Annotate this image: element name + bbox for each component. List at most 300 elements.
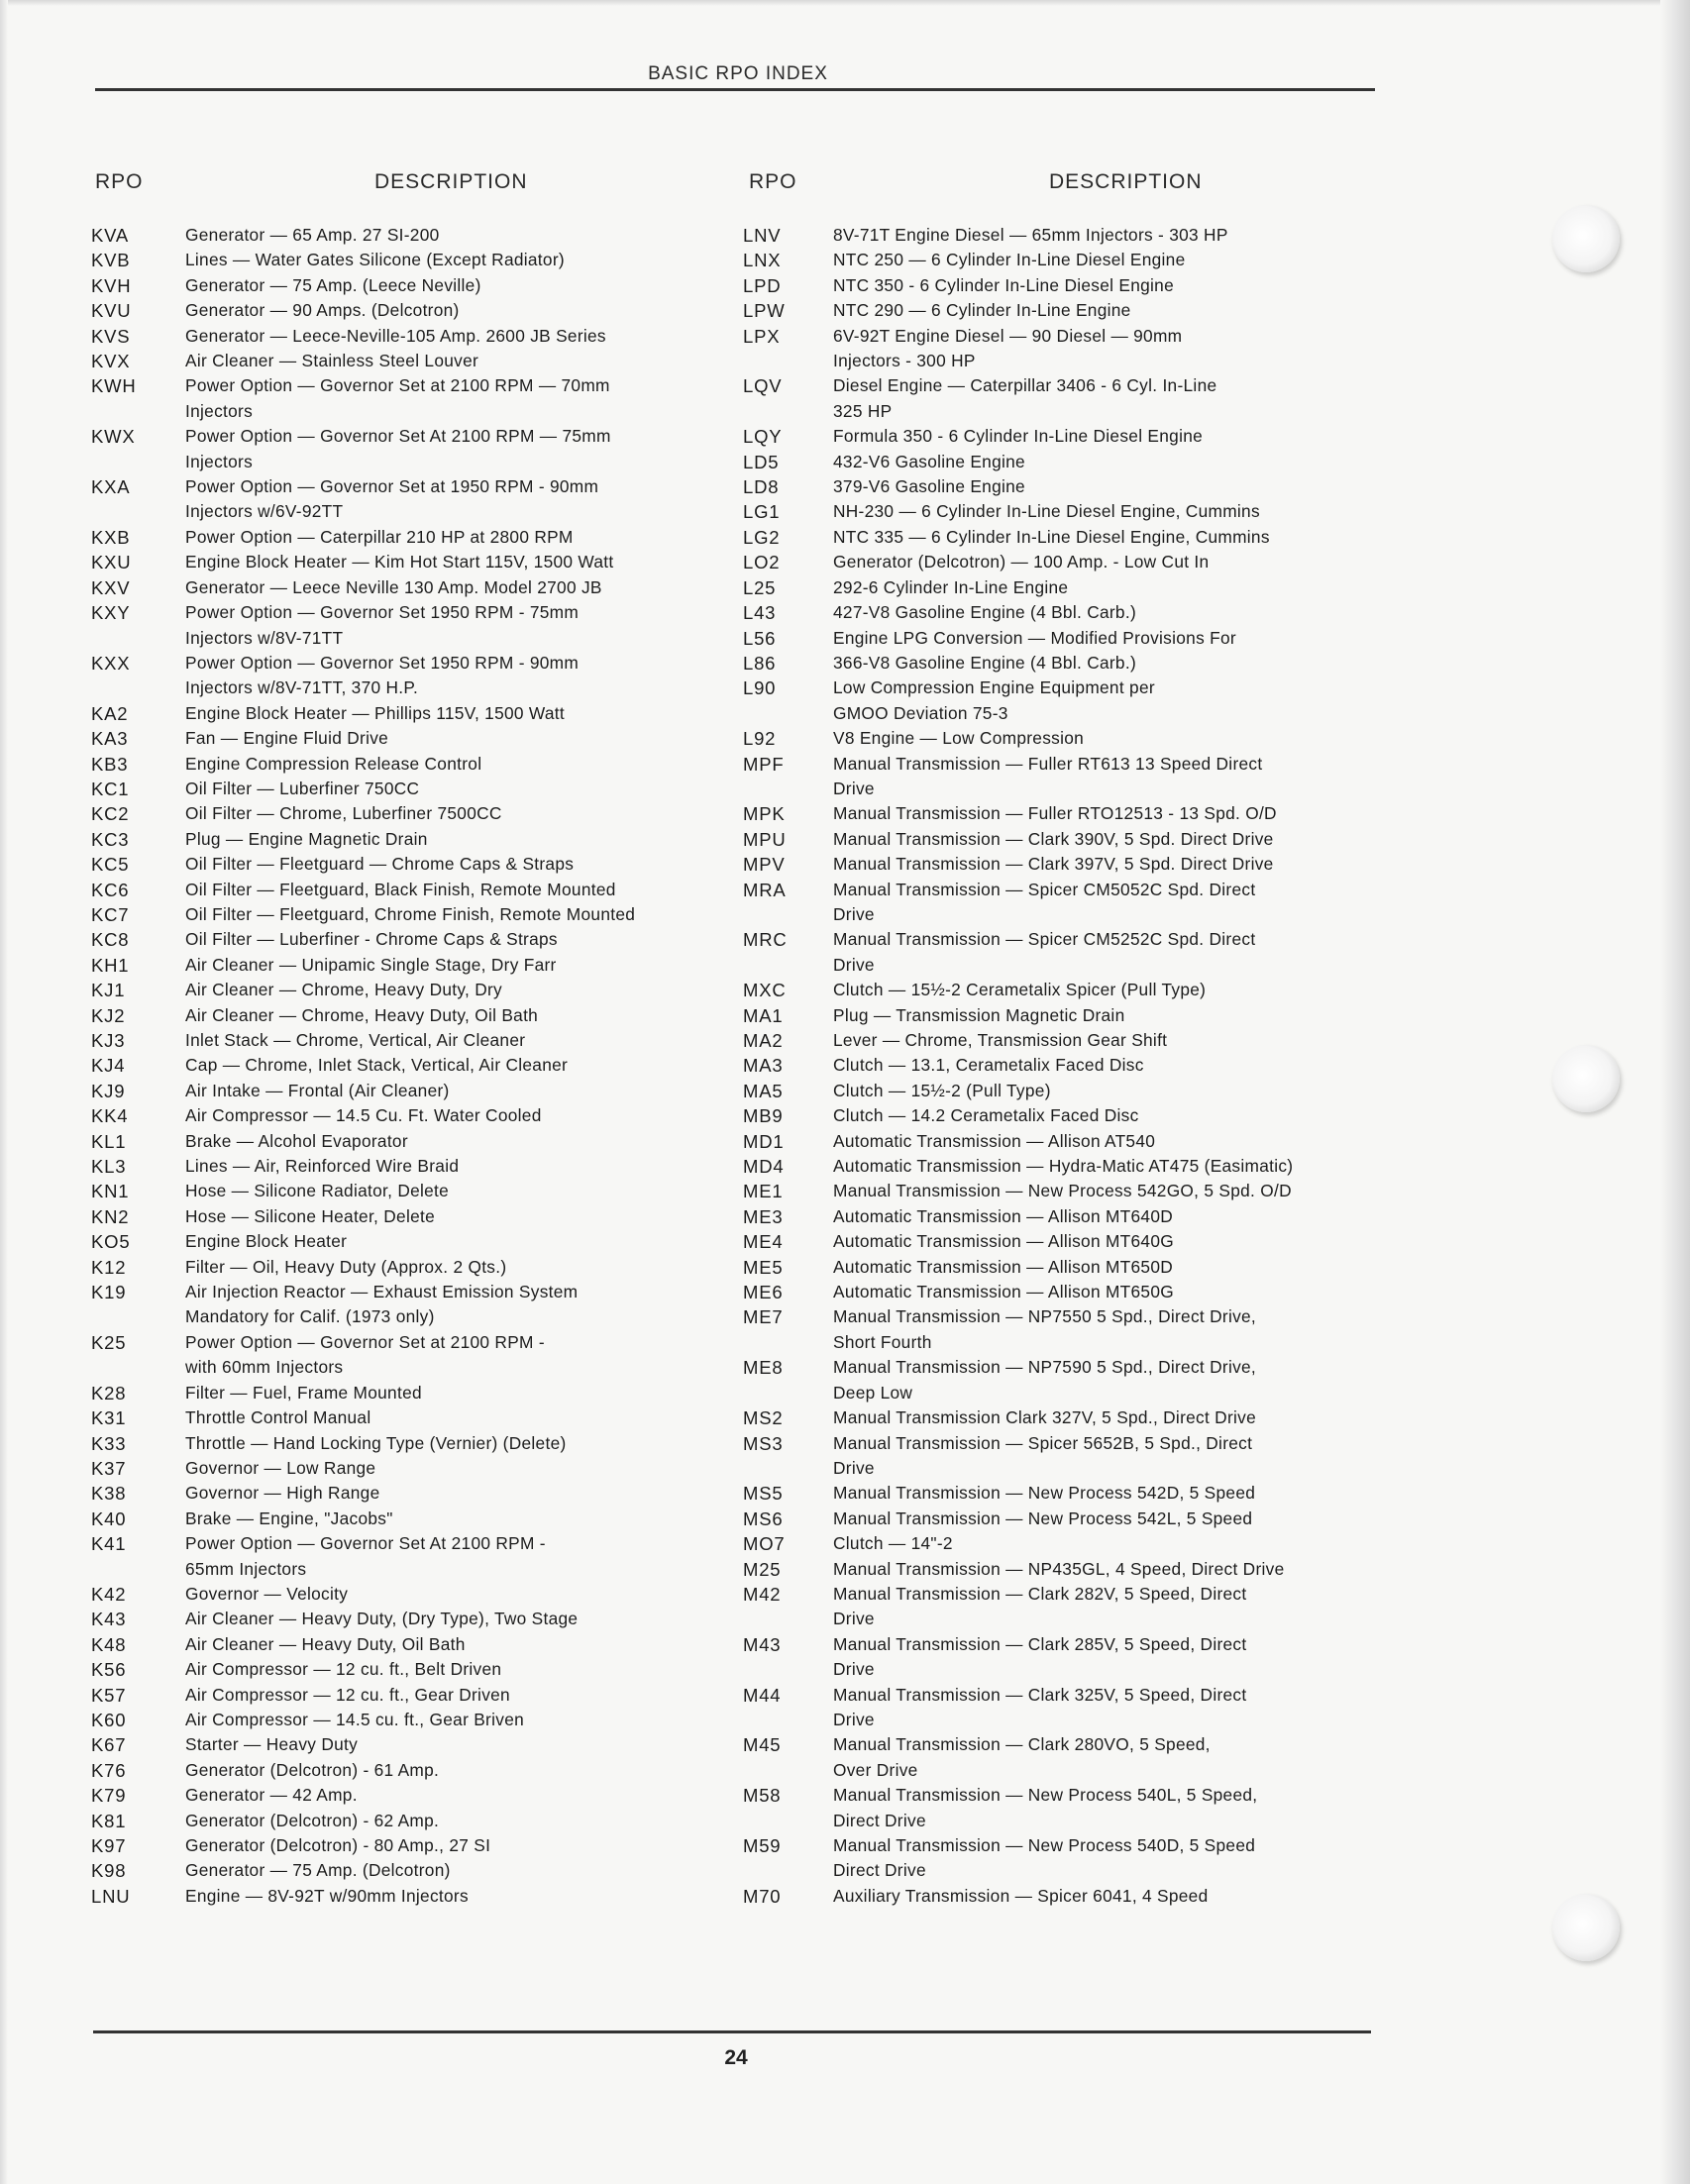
rpo-description: Manual Transmission — Clark 282V, 5 Speed, Direct [833, 1583, 1247, 1604]
rpo-code: KJ9 [91, 1080, 126, 1101]
rpo-description: Clutch — 15½-2 (Pull Type) [833, 1080, 1051, 1100]
rpo-code: K67 [91, 1734, 127, 1756]
rpo-description: Generator — 75 Amp. (Delcotron) [185, 1860, 451, 1881]
rpo-description: Clutch — 15½-2 Cerametalix Spicer (Pull Type) [833, 980, 1207, 1000]
rpo-description: Drive [833, 778, 875, 798]
rpo-code [743, 1858, 833, 1883]
index-row [91, 1783, 635, 1808]
rpo-code: LQY [743, 426, 783, 448]
rpo-code: K81 [91, 1810, 127, 1831]
rpo-code: ME3 [743, 1205, 784, 1227]
rpo-description: Generator — 90 Amps. (Delcotron) [185, 300, 460, 321]
rpo-code: LPD [743, 274, 782, 296]
rpo-description: Drive [833, 954, 875, 975]
rpo-description: Manual Transmission — New Process 542L, 5 Speed [833, 1508, 1253, 1528]
rpo-code: M59 [743, 1835, 782, 1856]
index-row [743, 1683, 1293, 1708]
rpo-description: Manual Transmission — Spicer 5652B, 5 Spd., Direct [833, 1432, 1253, 1453]
index-row [91, 752, 635, 777]
index-row [743, 1607, 1293, 1631]
rpo-description: Manual Transmission — New Process 542D, 5 Speed [833, 1483, 1256, 1504]
rpo-code: KWH [91, 375, 137, 397]
rpo-description: GMOO Deviation 75-3 [833, 702, 1008, 723]
rpo-code: K41 [91, 1533, 127, 1555]
index-row [91, 248, 635, 272]
rpo-description: Deep Low [833, 1382, 913, 1403]
index-row [91, 373, 635, 398]
index-row [91, 852, 635, 877]
rpo-description: Air Cleaner — Stainless Steel Louver [185, 351, 479, 371]
index-row [743, 1204, 1293, 1229]
rpo-description: Power Option — Caterpillar 210 HP at 2800 RPM [185, 526, 574, 547]
rpo-description: Generator — Leece Neville 130 Amp. Model 2700 JB [185, 576, 602, 597]
rpo-code: MA5 [743, 1080, 784, 1101]
rpo-description: Governor — Velocity [185, 1583, 349, 1604]
rpo-description: Manual Transmission — Clark 325V, 5 Speed, Direct [833, 1684, 1247, 1705]
left-rpo-header: RPO [95, 170, 144, 193]
index-row [743, 600, 1293, 625]
rpo-description: Generator (Delcotron) - 61 Amp. [185, 1759, 440, 1780]
binder-hole [1552, 1045, 1620, 1112]
index-row [91, 651, 635, 676]
rpo-description: Diesel Engine — Caterpillar 3406 - 6 Cyl. In-Line [833, 375, 1217, 396]
rpo-description: Manual Transmission — Clark 390V, 5 Spd. Direct Drive [833, 828, 1274, 849]
rpo-code: KL1 [91, 1130, 127, 1152]
rpo-code: MS5 [743, 1483, 784, 1505]
rpo-code: M44 [743, 1684, 782, 1706]
rpo-code: KXV [91, 576, 131, 598]
index-row [91, 1708, 635, 1732]
rpo-code: K56 [91, 1659, 127, 1681]
rpo-code: K98 [91, 1860, 127, 1882]
rpo-code: MS2 [743, 1407, 784, 1429]
rpo-code: KB3 [91, 753, 129, 775]
rpo-code: MA2 [743, 1030, 784, 1051]
index-row [91, 1557, 635, 1582]
rpo-description: Oil Filter — Fleetguard — Chrome Caps & Straps [185, 854, 575, 875]
index-row [743, 424, 1293, 449]
index-row [91, 1028, 635, 1053]
rpo-description: Air Compressor — 12 cu. ft., Gear Driven [185, 1684, 510, 1705]
index-row [743, 1582, 1293, 1607]
rpo-code: MD4 [743, 1156, 785, 1178]
index-row [91, 474, 635, 499]
index-row [91, 1355, 635, 1380]
rpo-description: Auxiliary Transmission — Spicer 6041, 4 Speed [833, 1885, 1209, 1906]
rpo-code [91, 399, 185, 424]
rpo-description: Manual Transmission Clark 327V, 5 Spd., Direct Drive [833, 1407, 1256, 1428]
rpo-description: Generator — Leece-Neville-105 Amp. 2600 JB Series [185, 325, 606, 346]
rpo-code [91, 1304, 185, 1329]
rpo-description: Manual Transmission — NP7590 5 Spd., Direct Drive, [833, 1357, 1257, 1378]
index-row [91, 1809, 635, 1833]
index-row [743, 450, 1293, 474]
rpo-description: 432-V6 Gasoline Engine [833, 451, 1025, 471]
rpo-code [743, 777, 833, 801]
index-row [743, 978, 1293, 1002]
rpo-code: L86 [743, 652, 777, 674]
index-row [91, 424, 635, 449]
index-row [91, 1607, 635, 1631]
index-row [743, 1456, 1293, 1481]
rpo-description: Generator — 75 Amp. (Leece Neville) [185, 274, 481, 295]
rpo-code: KO5 [91, 1231, 131, 1253]
rpo-code: K33 [91, 1432, 127, 1454]
rpo-code: MPV [743, 854, 786, 876]
index-row [743, 1330, 1293, 1355]
rpo-description: Throttle Control Manual [185, 1407, 371, 1428]
rpo-description: Air Cleaner — Chrome, Heavy Duty, Oil Bath [185, 1004, 539, 1025]
rpo-description: Hose — Silicone Radiator, Delete [185, 1181, 450, 1201]
index-row [743, 878, 1293, 902]
rpo-code: KVA [91, 225, 130, 246]
index-row [91, 1833, 635, 1858]
index-row [91, 324, 635, 349]
index-row [91, 1884, 635, 1909]
rpo-code: L90 [743, 677, 777, 699]
rpo-description: Manual Transmission — Spicer CM5252C Spd. Direct [833, 929, 1256, 950]
rpo-code: MPU [743, 828, 787, 850]
rpo-code [743, 1330, 833, 1355]
rpo-description: Generator (Delcotron) - 62 Amp. [185, 1810, 440, 1830]
index-row [743, 1304, 1293, 1329]
rpo-code: ME7 [743, 1306, 784, 1328]
index-row [743, 1229, 1293, 1254]
index-row [743, 1280, 1293, 1304]
index-row [91, 1858, 635, 1883]
index-row [743, 1809, 1293, 1833]
rpo-description: Manual Transmission — Clark 397V, 5 Spd. Direct Drive [833, 854, 1274, 875]
rpo-code: LQV [743, 375, 783, 397]
index-row [91, 676, 635, 700]
page-title: BASIC RPO INDEX [648, 63, 828, 84]
rpo-code: LPW [743, 300, 786, 322]
page-number: 24 [724, 2046, 748, 2069]
rpo-code: MRC [743, 929, 788, 951]
rpo-code [743, 1381, 833, 1405]
index-row [91, 1330, 635, 1355]
index-row [91, 1507, 635, 1531]
rpo-code: KL3 [91, 1156, 127, 1178]
index-row [743, 373, 1293, 398]
index-row [91, 1632, 635, 1657]
index-row [743, 1481, 1293, 1506]
rpo-code: KWX [91, 426, 136, 448]
rpo-code: LG2 [743, 526, 781, 548]
rpo-description: Lever — Chrome, Transmission Gear Shift [833, 1030, 1168, 1050]
rpo-description: Manual Transmission — New Process 540L, 5 Speed, [833, 1785, 1258, 1806]
rpo-description: Injectors - 300 HP [833, 351, 976, 371]
index-row [743, 1657, 1293, 1682]
index-row [91, 927, 635, 952]
index-row [743, 298, 1293, 323]
rpo-code: KC3 [91, 828, 130, 850]
binder-hole [1552, 205, 1620, 272]
index-row [743, 1732, 1293, 1757]
index-row [743, 575, 1293, 600]
rpo-code [743, 399, 833, 424]
rpo-code [743, 1607, 833, 1631]
index-row [743, 777, 1293, 801]
index-row [91, 349, 635, 373]
rpo-code: KC7 [91, 903, 130, 925]
rpo-description: 379-V6 Gasoline Engine [833, 476, 1025, 497]
right-rpo-header: RPO [749, 170, 797, 193]
rpo-code: MA1 [743, 1004, 784, 1026]
left-index-column [91, 223, 635, 1909]
rpo-description: NTC 335 — 6 Cylinder In-Line Diesel Engine, Cummins [833, 526, 1270, 547]
rpo-description: Fan — Engine Fluid Drive [185, 728, 389, 749]
rpo-code: KJ4 [91, 1055, 126, 1077]
index-row [743, 1833, 1293, 1858]
index-row [91, 1204, 635, 1229]
index-row [743, 726, 1293, 751]
rpo-code: L25 [743, 576, 777, 598]
rpo-code: LO2 [743, 552, 781, 573]
rpo-description: Manual Transmission — New Process 540D, 5 Speed [833, 1835, 1256, 1855]
rpo-description: Manual Transmission — Fuller RTO12513 - 13 Spd. O/D [833, 803, 1277, 824]
index-row [91, 1381, 635, 1405]
index-row [743, 525, 1293, 550]
rpo-description: NTC 290 — 6 Cylinder In-Line Engine [833, 300, 1131, 321]
rpo-code: L92 [743, 728, 777, 750]
rpo-description: Engine Compression Release Control [185, 753, 482, 774]
rpo-description: Injectors w/8V-71TT [185, 627, 344, 648]
rpo-code: MPF [743, 753, 785, 775]
rpo-code: KC2 [91, 803, 130, 825]
rpo-code: KN1 [91, 1181, 130, 1202]
index-row [743, 1557, 1293, 1582]
rpo-code: LD8 [743, 476, 780, 498]
index-row [743, 1179, 1293, 1203]
rpo-description: Drive [833, 1659, 875, 1680]
rpo-code: K38 [91, 1483, 127, 1505]
rpo-description: 292-6 Cylinder In-Line Engine [833, 576, 1069, 597]
index-row [743, 651, 1293, 676]
rpo-code: K57 [91, 1684, 127, 1706]
rpo-description: Generator (Delcotron) — 100 Amp. - Low Cut In [833, 552, 1210, 572]
index-row [91, 1456, 635, 1481]
index-row [91, 953, 635, 978]
rpo-description: Direct Drive [833, 1810, 926, 1830]
rpo-description: Brake — Alcohol Evaporator [185, 1130, 408, 1151]
index-row [91, 626, 635, 651]
index-row [743, 499, 1293, 524]
rpo-code: KK4 [91, 1105, 129, 1127]
index-row [743, 1405, 1293, 1430]
rpo-code [91, 1557, 185, 1582]
index-row [743, 801, 1293, 826]
rpo-code: MXC [743, 980, 787, 1001]
index-row [91, 902, 635, 927]
rpo-description: Manual Transmission — Clark 280VO, 5 Speed, [833, 1734, 1211, 1755]
rpo-code: K48 [91, 1633, 127, 1655]
rpo-code: M70 [743, 1885, 782, 1907]
rpo-code: L43 [743, 602, 777, 624]
rpo-description: Lines — Water Gates Silicone (Except Radiator) [185, 250, 565, 270]
index-row [91, 298, 635, 323]
index-row [91, 450, 635, 474]
rpo-code: K28 [91, 1382, 127, 1404]
rpo-description: 366-V8 Gasoline Engine (4 Bbl. Carb.) [833, 652, 1137, 673]
index-row [91, 1179, 635, 1203]
rpo-code: KXA [91, 476, 131, 498]
rpo-description: Governor — Low Range [185, 1457, 376, 1478]
index-row [743, 1632, 1293, 1657]
rpo-description: Manual Transmission — New Process 542GO, 5 Spd. O/D [833, 1181, 1292, 1201]
right-index-column [743, 223, 1293, 1909]
rpo-description: Automatic Transmission — Allison MT650D [833, 1256, 1174, 1277]
rpo-code [91, 676, 185, 700]
rpo-description: Oil Filter — Luberfiner - Chrome Caps & Straps [185, 929, 558, 950]
rpo-code [743, 1708, 833, 1732]
index-row [91, 1732, 635, 1757]
rpo-description: Engine Block Heater — Kim Hot Start 115V, 1500 Watt [185, 552, 614, 572]
rpo-description: Engine Block Heater — Phillips 115V, 1500 Watt [185, 702, 565, 723]
rpo-code: K97 [91, 1835, 127, 1856]
rpo-code: KC8 [91, 929, 130, 951]
rpo-description: Manual Transmission — Clark 285V, 5 Speed, Direct [833, 1633, 1247, 1654]
rpo-description: Air Compressor — 14.5 Cu. Ft. Water Cooled [185, 1105, 542, 1126]
index-row [743, 1355, 1293, 1380]
rpo-code: M25 [743, 1558, 782, 1580]
rpo-code [91, 499, 185, 524]
rpo-code: M58 [743, 1785, 782, 1807]
index-row [743, 626, 1293, 651]
rpo-code: MPK [743, 803, 786, 825]
rpo-description: Drive [833, 903, 875, 924]
rpo-description: 65mm Injectors [185, 1558, 307, 1579]
rpo-code: LNV [743, 225, 782, 246]
rpo-code: KXY [91, 602, 131, 624]
rpo-description: Automatic Transmission — Allison AT540 [833, 1130, 1156, 1151]
rpo-description: Automatic Transmission — Allison MT640D [833, 1205, 1174, 1226]
rpo-code: KVS [91, 325, 131, 347]
index-row [743, 1255, 1293, 1280]
rpo-code: KJ2 [91, 1004, 126, 1026]
index-row [91, 499, 635, 524]
rpo-description: Air Intake — Frontal (Air Cleaner) [185, 1080, 450, 1100]
rpo-code [743, 701, 833, 726]
rpo-code: ME4 [743, 1231, 784, 1253]
rpo-code: K42 [91, 1583, 127, 1605]
rpo-code [743, 1758, 833, 1783]
rpo-code: KA2 [91, 702, 129, 724]
rpo-code: K76 [91, 1759, 127, 1781]
rpo-code: L56 [743, 627, 777, 649]
scan-top-edge [0, 0, 1690, 6]
rpo-code [743, 1456, 833, 1481]
rpo-description: Power Option — Governor Set 1950 RPM - 90mm [185, 652, 580, 673]
scan-left-edge [0, 0, 8, 2184]
rpo-code: ME6 [743, 1282, 784, 1303]
index-row [91, 1304, 635, 1329]
rpo-code: KVX [91, 351, 131, 372]
index-row [743, 1053, 1293, 1078]
rpo-code: KXX [91, 652, 131, 674]
rpo-code: MB9 [743, 1105, 784, 1127]
index-row [743, 248, 1293, 272]
rpo-description: Oil Filter — Fleetguard, Black Finish, Remote Mounted [185, 879, 616, 899]
rpo-code: LNU [91, 1885, 131, 1907]
rpo-code: KVU [91, 300, 132, 322]
rpo-code: KJ3 [91, 1030, 126, 1051]
rpo-description: Clutch — 14"-2 [833, 1533, 953, 1554]
rpo-description: Air Compressor — 14.5 cu. ft., Gear Briven [185, 1709, 525, 1729]
index-row [91, 550, 635, 574]
right-description-header: DESCRIPTION [1049, 170, 1203, 193]
rpo-description: Engine LPG Conversion — Modified Provisions For [833, 627, 1236, 648]
rpo-description: with 60mm Injectors [185, 1357, 344, 1378]
rpo-code: KVH [91, 274, 132, 296]
rpo-code: MO7 [743, 1533, 786, 1555]
index-row [91, 978, 635, 1002]
rpo-code: K79 [91, 1785, 127, 1807]
index-row [743, 1758, 1293, 1783]
rpo-description: Clutch — 14.2 Cerametalix Faced Disc [833, 1105, 1139, 1126]
rpo-description: Drive [833, 1457, 875, 1478]
rpo-description: Air Cleaner — Heavy Duty, (Dry Type), Two Stage [185, 1609, 579, 1629]
rpo-code [91, 450, 185, 474]
index-row [91, 273, 635, 298]
scan-right-edge [1660, 0, 1690, 2184]
index-row [91, 1582, 635, 1607]
rpo-description: 427-V8 Gasoline Engine (4 Bbl. Carb.) [833, 602, 1137, 623]
rpo-code [743, 349, 833, 373]
index-row [743, 1858, 1293, 1883]
rpo-code: KXU [91, 552, 132, 573]
rpo-description: Injectors [185, 451, 254, 471]
rpo-code: MD1 [743, 1130, 785, 1152]
rpo-description: NH-230 — 6 Cylinder In-Line Diesel Engine, Cummins [833, 501, 1260, 522]
rpo-code: K43 [91, 1609, 127, 1630]
rpo-description: Throttle — Hand Locking Type (Vernier) (Delete) [185, 1432, 567, 1453]
left-description-header: DESCRIPTION [374, 170, 528, 193]
rpo-code [743, 1657, 833, 1682]
index-row [743, 1884, 1293, 1909]
rpo-description: Direct Drive [833, 1860, 926, 1881]
rpo-code: K12 [91, 1256, 127, 1278]
index-row [743, 1079, 1293, 1103]
rpo-description: NTC 250 — 6 Cylinder In-Line Diesel Engine [833, 250, 1186, 270]
rpo-code: K40 [91, 1508, 127, 1529]
rpo-description: Manual Transmission — NP435GL, 4 Speed, Direct Drive [833, 1558, 1285, 1579]
index-row [91, 701, 635, 726]
binder-hole [1552, 1894, 1620, 1961]
rpo-description: Plug — Transmission Magnetic Drain [833, 1004, 1125, 1025]
index-row [743, 399, 1293, 424]
index-row [91, 1683, 635, 1708]
index-row [91, 1129, 635, 1154]
rpo-description: V8 Engine — Low Compression [833, 728, 1085, 749]
index-row [91, 1531, 635, 1556]
index-row [91, 878, 635, 902]
rpo-description: Oil Filter — Chrome, Luberfiner 7500CC [185, 803, 502, 824]
index-row [743, 1028, 1293, 1053]
rpo-code: ME8 [743, 1357, 784, 1379]
rpo-description: Automatic Transmission — Hydra-Matic AT475 (Easimatic) [833, 1156, 1294, 1177]
rpo-description: Low Compression Engine Equipment per [833, 677, 1155, 698]
index-row [91, 1103, 635, 1128]
rpo-code: K19 [91, 1282, 127, 1303]
index-row [743, 1431, 1293, 1456]
index-row [743, 474, 1293, 499]
rpo-description: Cap — Chrome, Inlet Stack, Vertical, Air Cleaner [185, 1055, 569, 1076]
rpo-description: Drive [833, 1609, 875, 1629]
rpo-code: LD5 [743, 451, 780, 472]
index-row [91, 726, 635, 751]
rpo-code [91, 1355, 185, 1380]
